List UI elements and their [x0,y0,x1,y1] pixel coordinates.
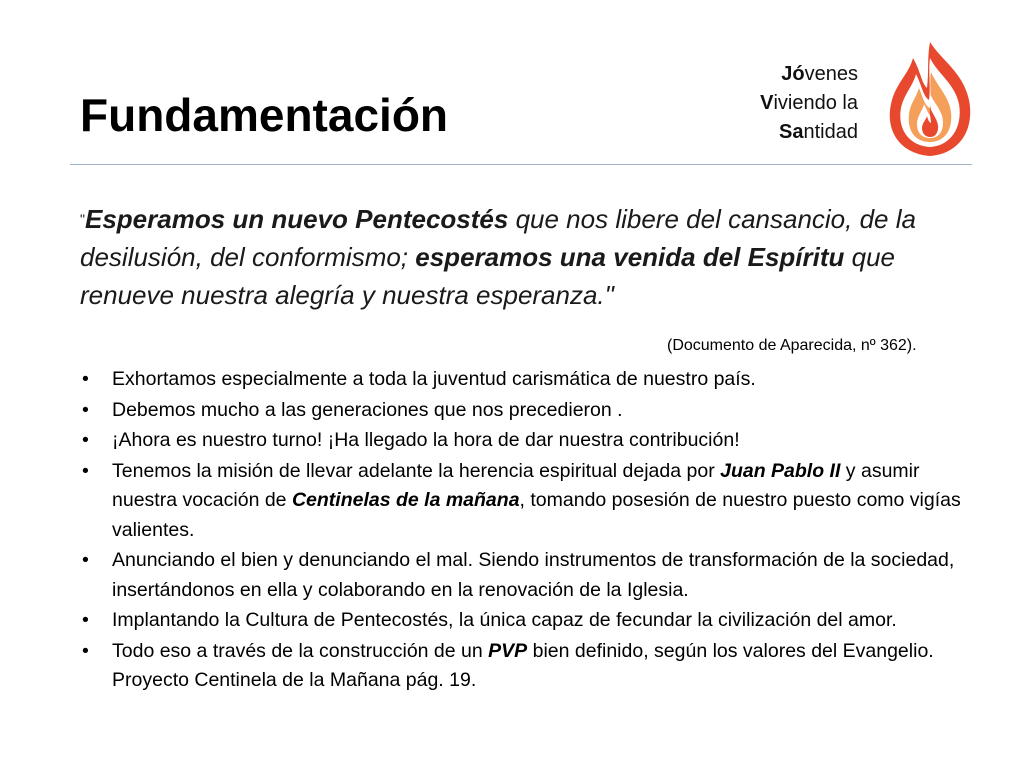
page-title: Fundamentación [80,89,449,141]
list-item: • Debemos mucho a las generaciones que nos precedieron . [80,396,980,426]
list-item: • Exhortamos especialmente a toda la juventud carismática de nuestro país. [80,365,980,395]
quote-open-mark: " [80,211,85,227]
quote-text-4: que renueve nuestra alegría y nuestra esperanza." [80,242,896,310]
header-divider [70,164,972,165]
quote-text-2: que nos libere del cansancio, de la desilusión, del conformismo; [80,204,916,272]
flame-icon [883,38,977,160]
brand-line-1: Jóvenes [781,63,858,85]
bullet-marker: • [82,639,89,662]
quote-citation: (Documento de Aparecida, nº 362). [667,337,917,354]
quote-bold-3: esperamos una venida del Espíritu [415,242,845,272]
quote-bold-1: Esperamos un nuevo Pentecostés [84,204,509,234]
bullet-marker: • [82,459,89,482]
bullet-list [80,365,980,697]
list-item: • Todo eso a través de la construcción de un PVP bien definido, según los valores del Evangelio. Proyecto Centinela de la Mañana pág. 19. [80,637,980,696]
bullet-marker: • [82,368,89,390]
list-item: • Implantando la Cultura de Pentecostés, la única capaz de fecundar la civilización del amor. [80,606,980,636]
list-item: • Anunciando el bien y denunciando el mal. Siendo instrumentos de transformación de la sociedad, insertándonos en ella y colaborando en la renovación de la Iglesia. [80,546,980,605]
bullet-marker: • [82,609,89,631]
quote-block [80,200,980,314]
brand-line-2: Viviendo la [760,92,858,114]
brand-text [760,60,858,147]
brand-line-3: Santidad [779,121,858,143]
bullet-marker: • [82,549,89,571]
bullet-marker: • [82,398,89,421]
bullet-marker: • [82,429,89,451]
list-item: • Tenemos la misión de llevar adelante la herencia espiritual dejada por Juan Pablo II y asumir nuestra vocación de Centinelas de la mañana, tomando posesión de nuestro puesto como vigías valientes. [80,457,980,546]
list-item: • ¡Ahora es nuestro turno! ¡Ha llegado la hora de dar nuestra contribución! [80,426,980,456]
